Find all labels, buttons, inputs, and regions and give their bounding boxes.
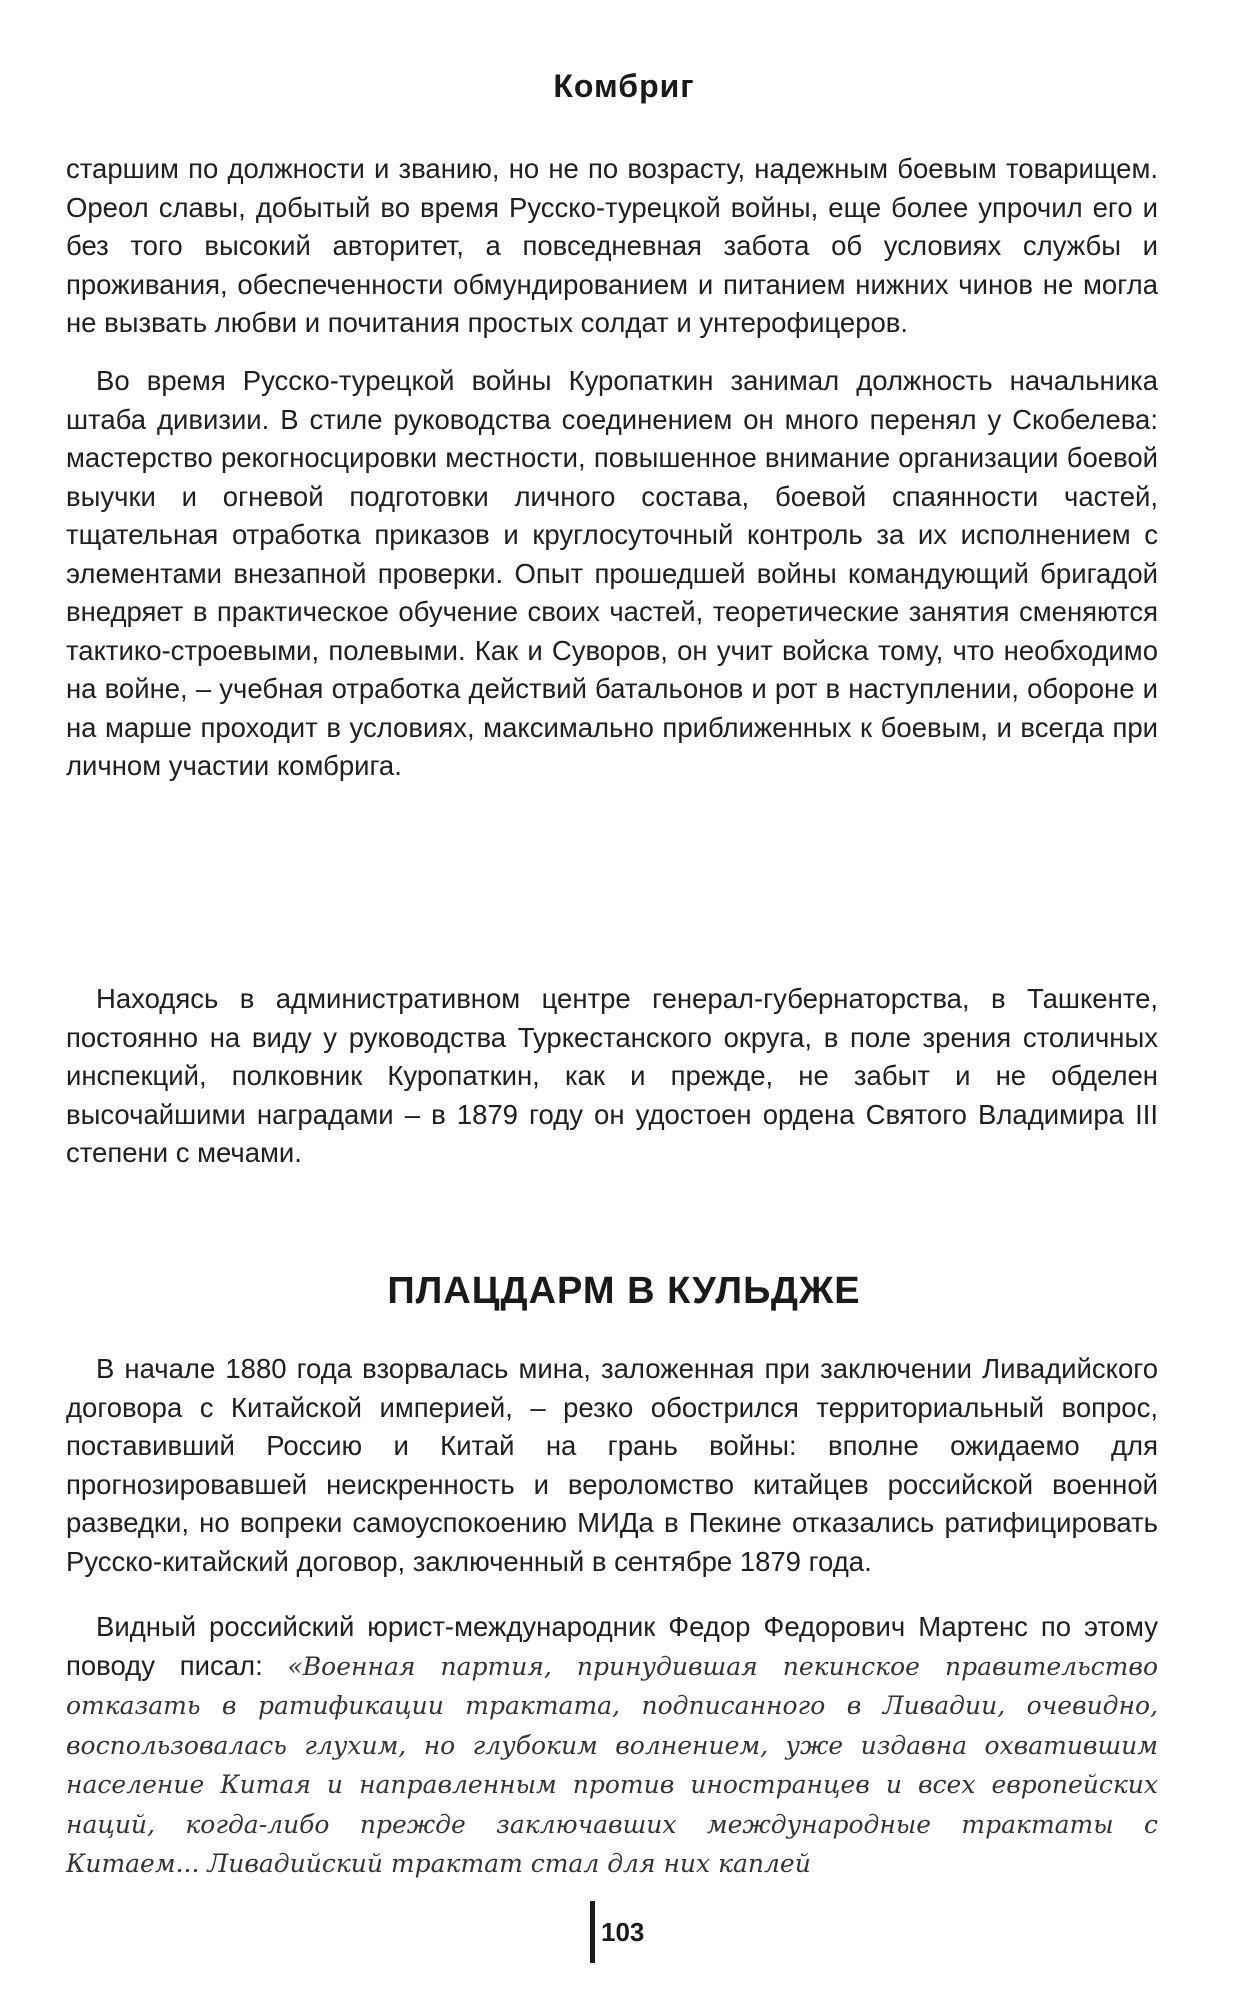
body-text-awards [66, 980, 1158, 1173]
running-head: Комбриг [553, 68, 695, 104]
body-text-middle [66, 362, 1158, 786]
body-text-section [66, 1350, 1158, 1581]
paragraph-3: Находясь в административном центре генерал-губернаторства, в Ташкенте, постоянно на виду у руководства Туркестанского округа, в поле зрения столичных инспекций, полковник Куропаткин, как и прежде, не забыт и не обделен высочайшими наградами – в 1879 году он удостоен ордена Святого Владимира III степени с мечами. [66, 983, 1158, 1168]
paragraph-1: старшим по должности и званию, но не по возрасту, надежным боевым товарищем. Ореол славы, добытый во время Русско-турецкой войны, еще более упрочил его и без того высокий авторитет, а повседневная забота об условиях службы и проживания, обеспеченности обмундированием и питанием нижних чинов не могла не вызвать любви и почитания простых солдат и унтерофицеров. [66, 153, 1158, 338]
body-text-quote [66, 1608, 1158, 1884]
paragraph-2: Во время Русско-турецкой войны Куропаткин занимал должность начальника штаба дивизии. В стиле руководства соединением он много перенял у Скобелева: мастерство рекогносцировки местности, повышенное внимание организации боевой выучки и огневой подготовки личного состава, боевой спаянности частей, тщательная отработка приказов и круглосуточный контроль за их исполнением с элементами внезапной проверки. Опыт прошедшей войны командующий бригадой внедряет в практическое обучение своих частей, теоретические занятия сменяются тактико-строевыми, полевыми. Как и Суворов, он учит войска тому, что необходимо на войне, – учебная отработка действий батальонов и рот в наступлении, обороне и на марше проходит в условиях, максимально приближенных к боевым, и всегда при личном участии комбрига. [66, 365, 1158, 781]
paragraph-5 [66, 1608, 1158, 1884]
folio-rule [590, 1901, 595, 1963]
martens-quote: «Военная партия, принудившая пекинское правительство отказать в ратификации трактата, подписанного в Ливадии, очевидно, воспользовалась глухим, но глубоким волнением, уже издавна охватившим население Китая и направленным против иностранцев и всех европейских наций, когда-либо прежде заключавших международные трактаты с Китаем... Ливадийский трактат стал для них каплей [66, 1651, 1158, 1878]
folio [590, 1910, 644, 1954]
paragraph-5-intro: Видный российский юрист-международник Федор Федорович Мартенс по этому поводу писал: [66, 1611, 1158, 1681]
page-number: 103 [601, 1916, 645, 1947]
body-text-top [66, 150, 1158, 343]
section-title: ПЛАЦДАРМ В КУЛЬДЖЕ [387, 1270, 861, 1312]
paragraph-4: В начале 1880 года взорвалась мина, заложенная при заключении Ливадийского договора с Китайской империей, – резко обострился территориальный вопрос, поставивший Россию и Китай на грань войны: вполне ожидаемо для прогнозировавшей неискренность и вероломство китайцев российской военной разведки, но вопреки самоуспокоению МИДа в Пекине отказались ратифицировать Русско-китайский договор, заключенный в сентябре 1879 года. [66, 1353, 1158, 1577]
